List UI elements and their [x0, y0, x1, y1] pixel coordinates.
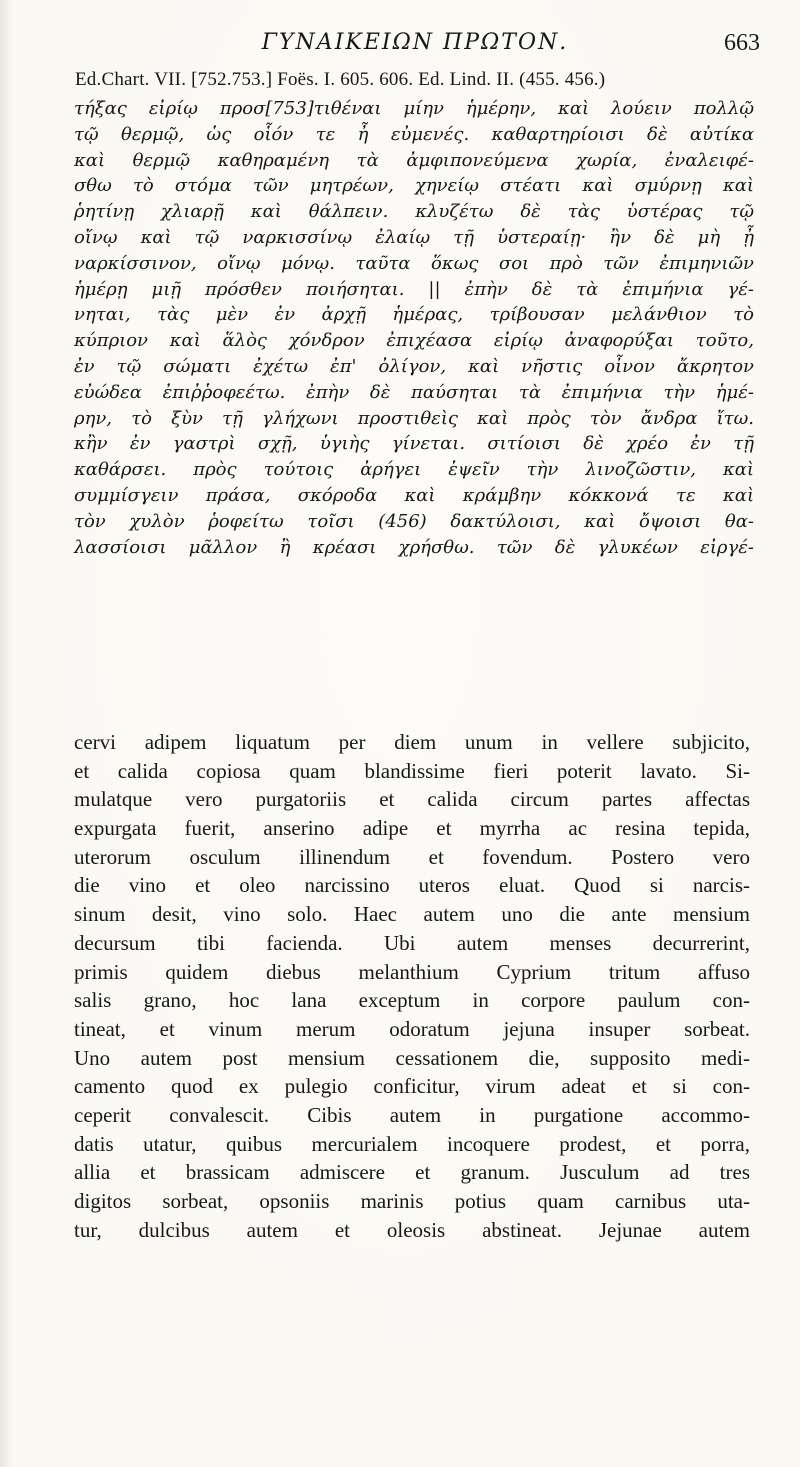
latin-text-line: digitos sorbeat, opsoniis marinis potius quam carnibus uta- [74, 1189, 750, 1213]
greek-text-line: ἐν τῷ σώματι ἐχέτω ἐπ' ὀλίγον, καὶ νῆστις οἶνον ἄκρητον [74, 355, 754, 377]
latin-text-line: primis quidem diebus melanthium Cyprium tritum affuso [74, 959, 750, 984]
latin-text-line: mulatque vero purgatoriis et calida circum partes affectas [74, 787, 750, 812]
latin-text-line: salis grano, hoc lana exceptum in corpore paulum con- [74, 988, 750, 1013]
greek-text-line: καὶ θερμῷ καθηραμένη τὰ ἀμφιπονεύμενα χωρία, ἐναλειφέ- [74, 149, 754, 171]
greek-text-line: τὸν χυλὸν ῥοφείτω τοῖσι (456) δακτύλοισι, καὶ ὄψοισι θα- [74, 510, 754, 532]
greek-text-line: κἢν ἐν γαστρὶ σχῇ, ὑγιὴς γίνεται. σιτίοισι δὲ χρέο ἐν τῇ [74, 433, 754, 455]
latin-text-line: camento quod ex pulegio conficitur, virum adeat et si con- [74, 1074, 750, 1099]
running-title: ΓΥΝΑΙΚΕΙΩΝ ΠΡΩΤΟΝ. [261, 30, 569, 55]
greek-text-line: συμμίσγειν πράσα, σκόροδα καὶ κράμβην κόκκονά τε καὶ [74, 484, 754, 506]
latin-text-line: cervi adipem liquatum per diem unum in vellere subjicito, [74, 730, 750, 754]
greek-text-line: ῥητίνῃ χλιαρῇ καὶ θάλπειν. κλυζέτω δὲ τὰς ὑστέρας τῷ [74, 201, 754, 223]
latin-text-line: tur, dulcibus autem et oleosis abstineat. Jejunae autem [74, 1217, 750, 1242]
greek-text-line: τήξας εἰρίῳ προσ[753]τιθέναι μίην ἡμέρην, καὶ λούειν πολλῷ [74, 98, 754, 119]
latin-text-line: sinum desit, vino solo. Haec autem uno die ante mensium [74, 902, 750, 927]
latin-text-line: expurgata fuerit, anserino adipe et myrrha ac resina tepida, [74, 816, 750, 841]
greek-text-line: καθάρσει. πρὸς τούτοις ἀρήγει ἑψεῖν τὴν λινοζῶστιν, καὶ [74, 459, 754, 481]
edition-reference-line: Ed.Chart. VII. [752.753.] Foës. I. 605. 606. Ed. Lind. II. (455. 456.) [75, 69, 606, 90]
greek-text-line: σθω τὸ στόμα τῶν μητρέων, χηνείῳ στέατι καὶ σμύρνῃ καὶ [74, 175, 754, 197]
latin-text-line: et calida copiosa quam blandissime fieri poterit lavato. Si- [74, 758, 750, 783]
greek-text-line: κύπριον καὶ ἅλὸς χόνδρον ἐπιχέασα εἰρίῳ ἀναφορύξαι τοῦτο, [74, 330, 754, 352]
page-gutter-shadow [0, 0, 14, 1467]
greek-text-line: λασσίοισι μᾶλλον ἢ κρέασι χρήσθω. τῶν δὲ γλυκέων εἰργέ- [74, 536, 754, 558]
page-header [70, 26, 760, 66]
latin-text-line: Uno autem post mensium cessationem die, supposito medi- [74, 1045, 750, 1070]
latin-text-line: uterorum osculum illinendum et fovendum. Postero vero [74, 844, 750, 869]
latin-text-line: allia et brassicam admiscere et granum. Jusculum ad tres [74, 1160, 750, 1185]
greek-text-block [74, 96, 754, 560]
latin-text-block [74, 728, 750, 1244]
page-number: 663 [724, 30, 760, 56]
latin-text-line: die vino et oleo narcissino uteros eluat. Quod si narcis- [74, 873, 750, 898]
latin-text-line: datis utatur, quibus mercurialem incoquere prodest, et porra, [74, 1131, 750, 1156]
latin-text-line: decursum tibi facienda. Ubi autem menses decurrerint, [74, 930, 750, 955]
latin-text-line: tineat, et vinum merum odoratum jejuna insuper sorbeat. [74, 1016, 750, 1041]
greek-text-line: οἴνῳ καὶ τῷ ναρκισσίνῳ ἐλαίῳ τῇ ὑστεραίῃ· ἢν δὲ μὴ ᾖ [74, 226, 754, 248]
greek-text-line: ναρκίσσινον, οἴνῳ μόνῳ. ταῦτα ὅκως σοι πρὸ τῶν ἐπιμηνιῶν [74, 252, 754, 274]
latin-text-line: ceperit convalescit. Cibis autem in purgatione accommo- [74, 1102, 750, 1127]
greek-text-line: εὐώδεα ἐπιῤῥοφεέτω. ἐπὴν δὲ παύσηται τὰ ἐπιμήνια τὴν ἡμέ- [74, 381, 754, 403]
greek-text-line: νηται, τὰς μὲν ἐν ἀρχῇ ἡμέρας, τρίβουσαν μελάνθιον τὸ [74, 304, 754, 326]
greek-text-line: ἡμέρῃ μιῇ πρόσθεν ποιήσηται. || ἐπὴν δὲ τὰ ἐπιμήνια γέ- [74, 278, 754, 300]
greek-text-line: ρην, τὸ ξὺν τῇ γλήχωνι προστιθεὶς καὶ πρὸς τὸν ἄνδρα ἴτω. [74, 407, 754, 429]
greek-text-line: τῷ θερμῷ, ὡς οἷόν τε ἦ εὐμενές. καθαρτηρίοισι δὲ αὐτίκα [74, 123, 754, 145]
